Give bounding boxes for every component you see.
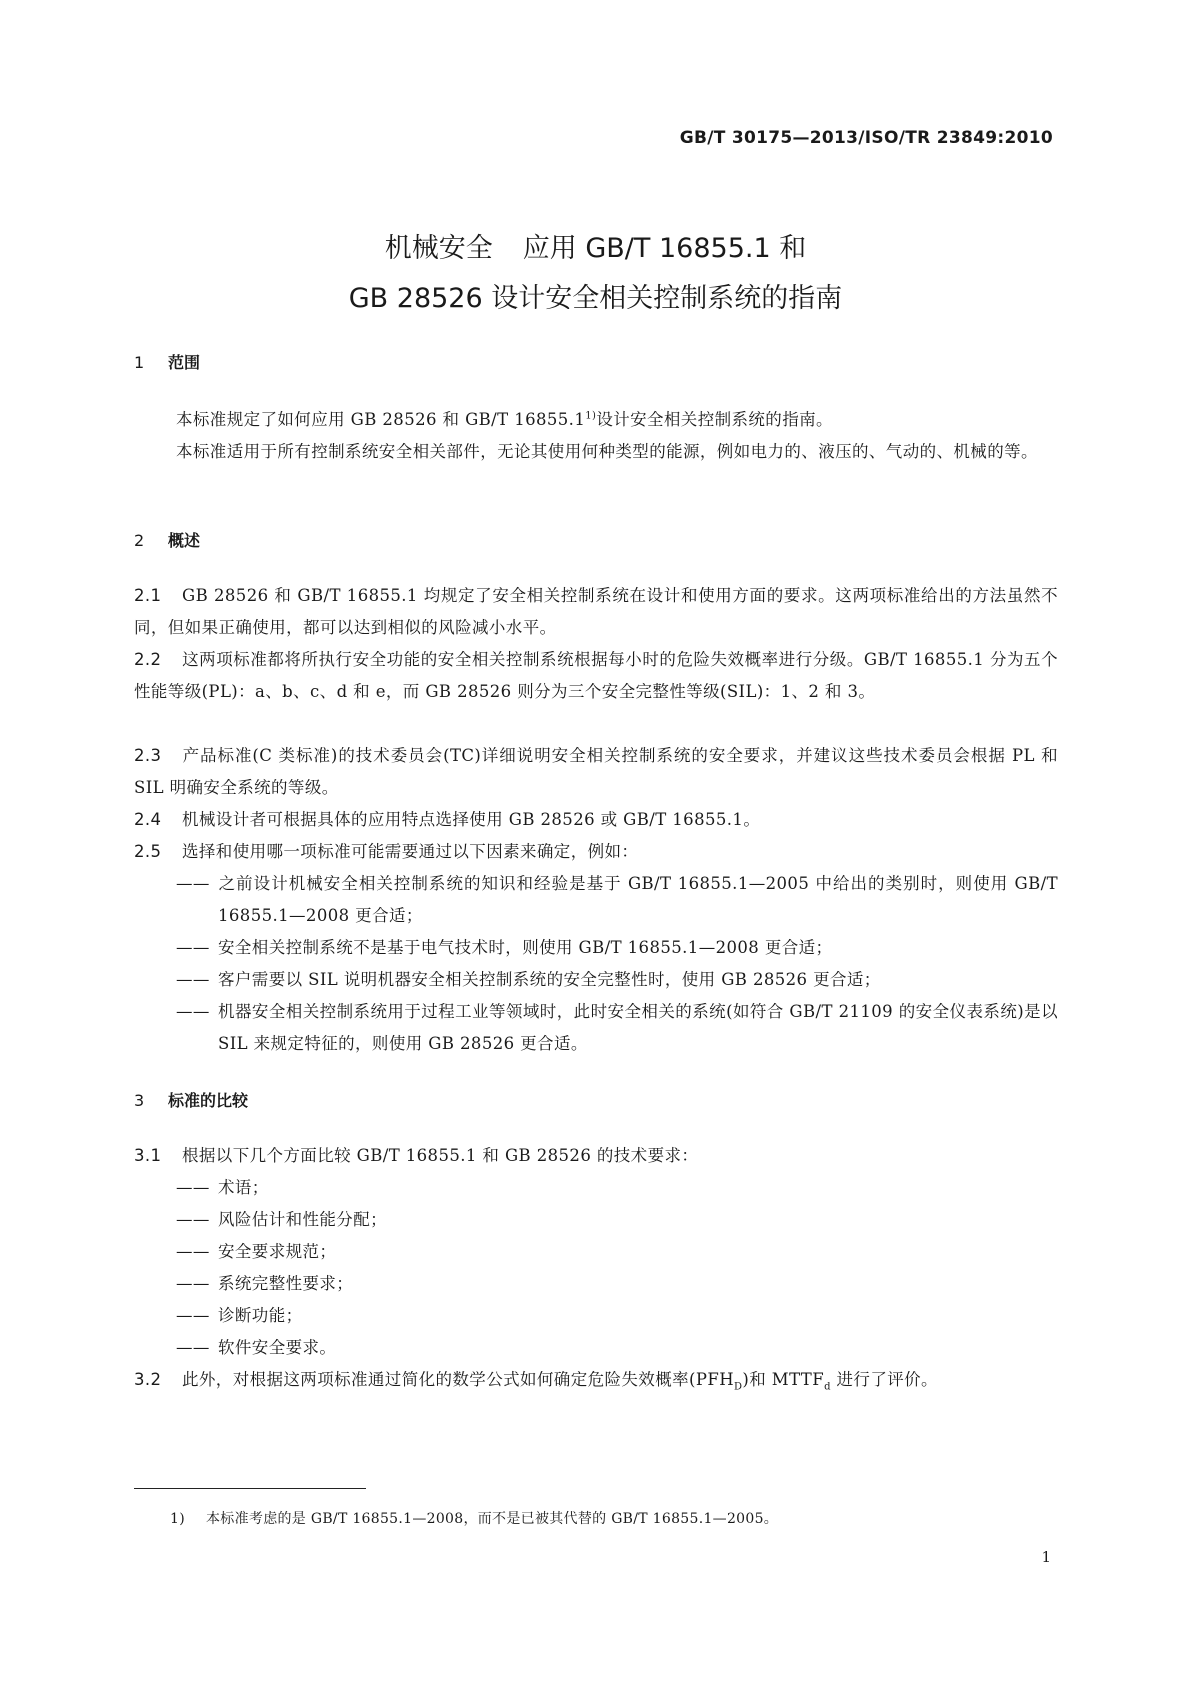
list-item <box>176 1236 1058 1268</box>
standard-code: GB/T 30175—2013/ISO/TR 23849:2010 <box>679 128 1053 148</box>
clause-2-1 <box>134 580 1058 644</box>
clause-2-2 <box>134 644 1058 708</box>
list-item <box>176 964 1058 996</box>
footnote-mark: 1) <box>170 1511 185 1527</box>
footnote-ref: 1) <box>585 410 597 422</box>
section-1-paragraph-2: 本标准适用于所有控制系统安全相关部件，无论其使用何种类型的能源，例如电力的、液压的、气动的、机械的等。 <box>176 442 1038 461</box>
list-item <box>176 1268 1058 1300</box>
section-1-number: 1 <box>134 353 145 372</box>
title-line-1 <box>0 224 1191 274</box>
clause-2-4-number: 2.4 <box>134 810 162 829</box>
section-3-number: 3 <box>134 1091 145 1110</box>
list-item <box>176 868 1058 932</box>
clause-2-4-text: 机械设计者可根据具体的应用特点选择使用 GB 28526 或 GB/T 16855.1。 <box>182 810 761 829</box>
section-3-heading <box>134 1088 248 1111</box>
clause-2-1-number: 2.1 <box>134 586 162 605</box>
dash-marker: —— <box>176 1306 210 1325</box>
s1-p1-text-b: 设计安全相关控制系统的指南。 <box>596 410 833 429</box>
clause-2-2-text: 这两项标准都将所执行安全功能的安全相关控制系统根据每小时的危险失效概率进行分级。GB/T 16855.1 分为五个性能等级(PL)：a、b、c、d 和 e，而 GB 28526 则分为三个安全完整性等级(SIL)：1、2 和 3。 <box>134 650 1058 701</box>
clause-3-2-text-a: 此外，对根据这两项标准通过简化的数学公式如何确定危险失效概率(PFH <box>182 1370 734 1389</box>
list-item <box>176 1204 1058 1236</box>
clause-3-2 <box>134 1364 1058 1396</box>
dash-marker: —— <box>176 1002 210 1021</box>
section-1-title: 范围 <box>168 353 201 372</box>
title-line-1-b: 应用 GB/T 16855.1 和 <box>522 233 807 264</box>
dash-marker: —— <box>176 938 210 957</box>
list-item-text: 安全相关控制系统不是基于电气技术时，则使用 GB/T 16855.1—2008 更合适； <box>218 938 833 957</box>
title-line-1-a: 机械安全 <box>384 233 493 264</box>
clause-3-2-text-b: )和 MTTF <box>742 1370 825 1389</box>
list-item <box>176 1172 1058 1204</box>
clause-2-5-number: 2.5 <box>134 842 162 861</box>
dash-marker: —— <box>176 1338 210 1357</box>
clause-2-1-text: GB 28526 和 GB/T 16855.1 均规定了安全相关控制系统在设计和使用方面的要求。这两项标准给出的方法虽然不同，但如果正确使用，都可以达到相似的风险减小水平。 <box>134 586 1058 637</box>
list-item-text: 风险估计和性能分配； <box>218 1210 387 1229</box>
page-number: 1 <box>1041 1548 1051 1566</box>
clause-2-3 <box>134 740 1058 804</box>
section-2-heading <box>134 528 200 551</box>
section-2-number: 2 <box>134 531 145 550</box>
list-item-text: 诊断功能； <box>218 1306 303 1325</box>
section-1-heading <box>134 350 200 373</box>
list-item-text: 之前设计机械安全相关控制系统的知识和经验是基于 GB/T 16855.1—2005 中给出的类别时，则使用 GB/T 16855.1—2008 更合适； <box>218 874 1058 925</box>
dash-marker: —— <box>176 970 210 989</box>
clause-2-5-text: 选择和使用哪一项标准可能需要通过以下因素来确定，例如： <box>182 842 639 861</box>
clause-2-2-number: 2.2 <box>134 650 162 669</box>
dash-marker: —— <box>176 874 210 893</box>
list-item <box>176 932 1058 964</box>
clause-2-3-text: 产品标准(C 类标准)的技术委员会(TC)详细说明安全相关控制系统的安全要求，并建议这些技术委员会根据 PL 和 SIL 明确安全系统的等级。 <box>134 746 1058 797</box>
section-2-title: 概述 <box>168 531 201 550</box>
list-item-text: 软件安全要求。 <box>218 1338 337 1357</box>
list-item-text: 机器安全相关控制系统用于过程工业等领域时，此时安全相关的系统(如符合 GB/T 21109 的安全仪表系统)是以 SIL 来规定特征的，则使用 GB 28526 更合适。 <box>218 1002 1058 1053</box>
clause-3-1-text: 根据以下几个方面比较 GB/T 16855.1 和 GB 28526 的技术要求： <box>182 1146 699 1165</box>
dash-marker: —— <box>176 1210 210 1229</box>
mttf-subscript: d <box>824 1381 831 1393</box>
document-title <box>0 224 1191 324</box>
clause-2-4 <box>134 804 1058 836</box>
section-1-paragraph-1 <box>134 404 1058 436</box>
s1-p1-text-a: 本标准规定了如何应用 GB 28526 和 GB/T 16855.1 <box>176 410 586 429</box>
dash-marker: —— <box>176 1274 210 1293</box>
list-item-text: 客户需要以 SIL 说明机器安全相关控制系统的安全完整性时，使用 GB 28526 更合适； <box>218 970 881 989</box>
clause-2-5 <box>134 836 1058 868</box>
title-line-2: GB 28526 设计安全相关控制系统的指南 <box>348 283 843 314</box>
footnote <box>170 1508 778 1530</box>
footnote-divider <box>134 1488 366 1489</box>
footnote-text: 本标准考虑的是 GB/T 16855.1—2008，而不是已被其代替的 GB/T 16855.1—2005。 <box>206 1511 779 1527</box>
clause-2-3-number: 2.3 <box>134 746 162 765</box>
dash-marker: —— <box>176 1178 210 1197</box>
clause-3-2-number: 3.2 <box>134 1370 162 1389</box>
list-item <box>176 996 1058 1060</box>
list-item-text: 术语； <box>218 1178 269 1197</box>
dash-marker: —— <box>176 1242 210 1261</box>
clause-3-2-text-c: 进行了评价。 <box>830 1370 938 1389</box>
pfh-subscript: D <box>733 1381 743 1393</box>
section-3-title: 标准的比较 <box>168 1091 249 1110</box>
list-item <box>176 1332 1058 1364</box>
list-item <box>176 1300 1058 1332</box>
clause-3-1 <box>134 1140 1058 1172</box>
list-item-text: 系统完整性要求； <box>218 1274 354 1293</box>
clause-3-1-number: 3.1 <box>134 1146 162 1165</box>
list-item-text: 安全要求规范； <box>218 1242 337 1261</box>
